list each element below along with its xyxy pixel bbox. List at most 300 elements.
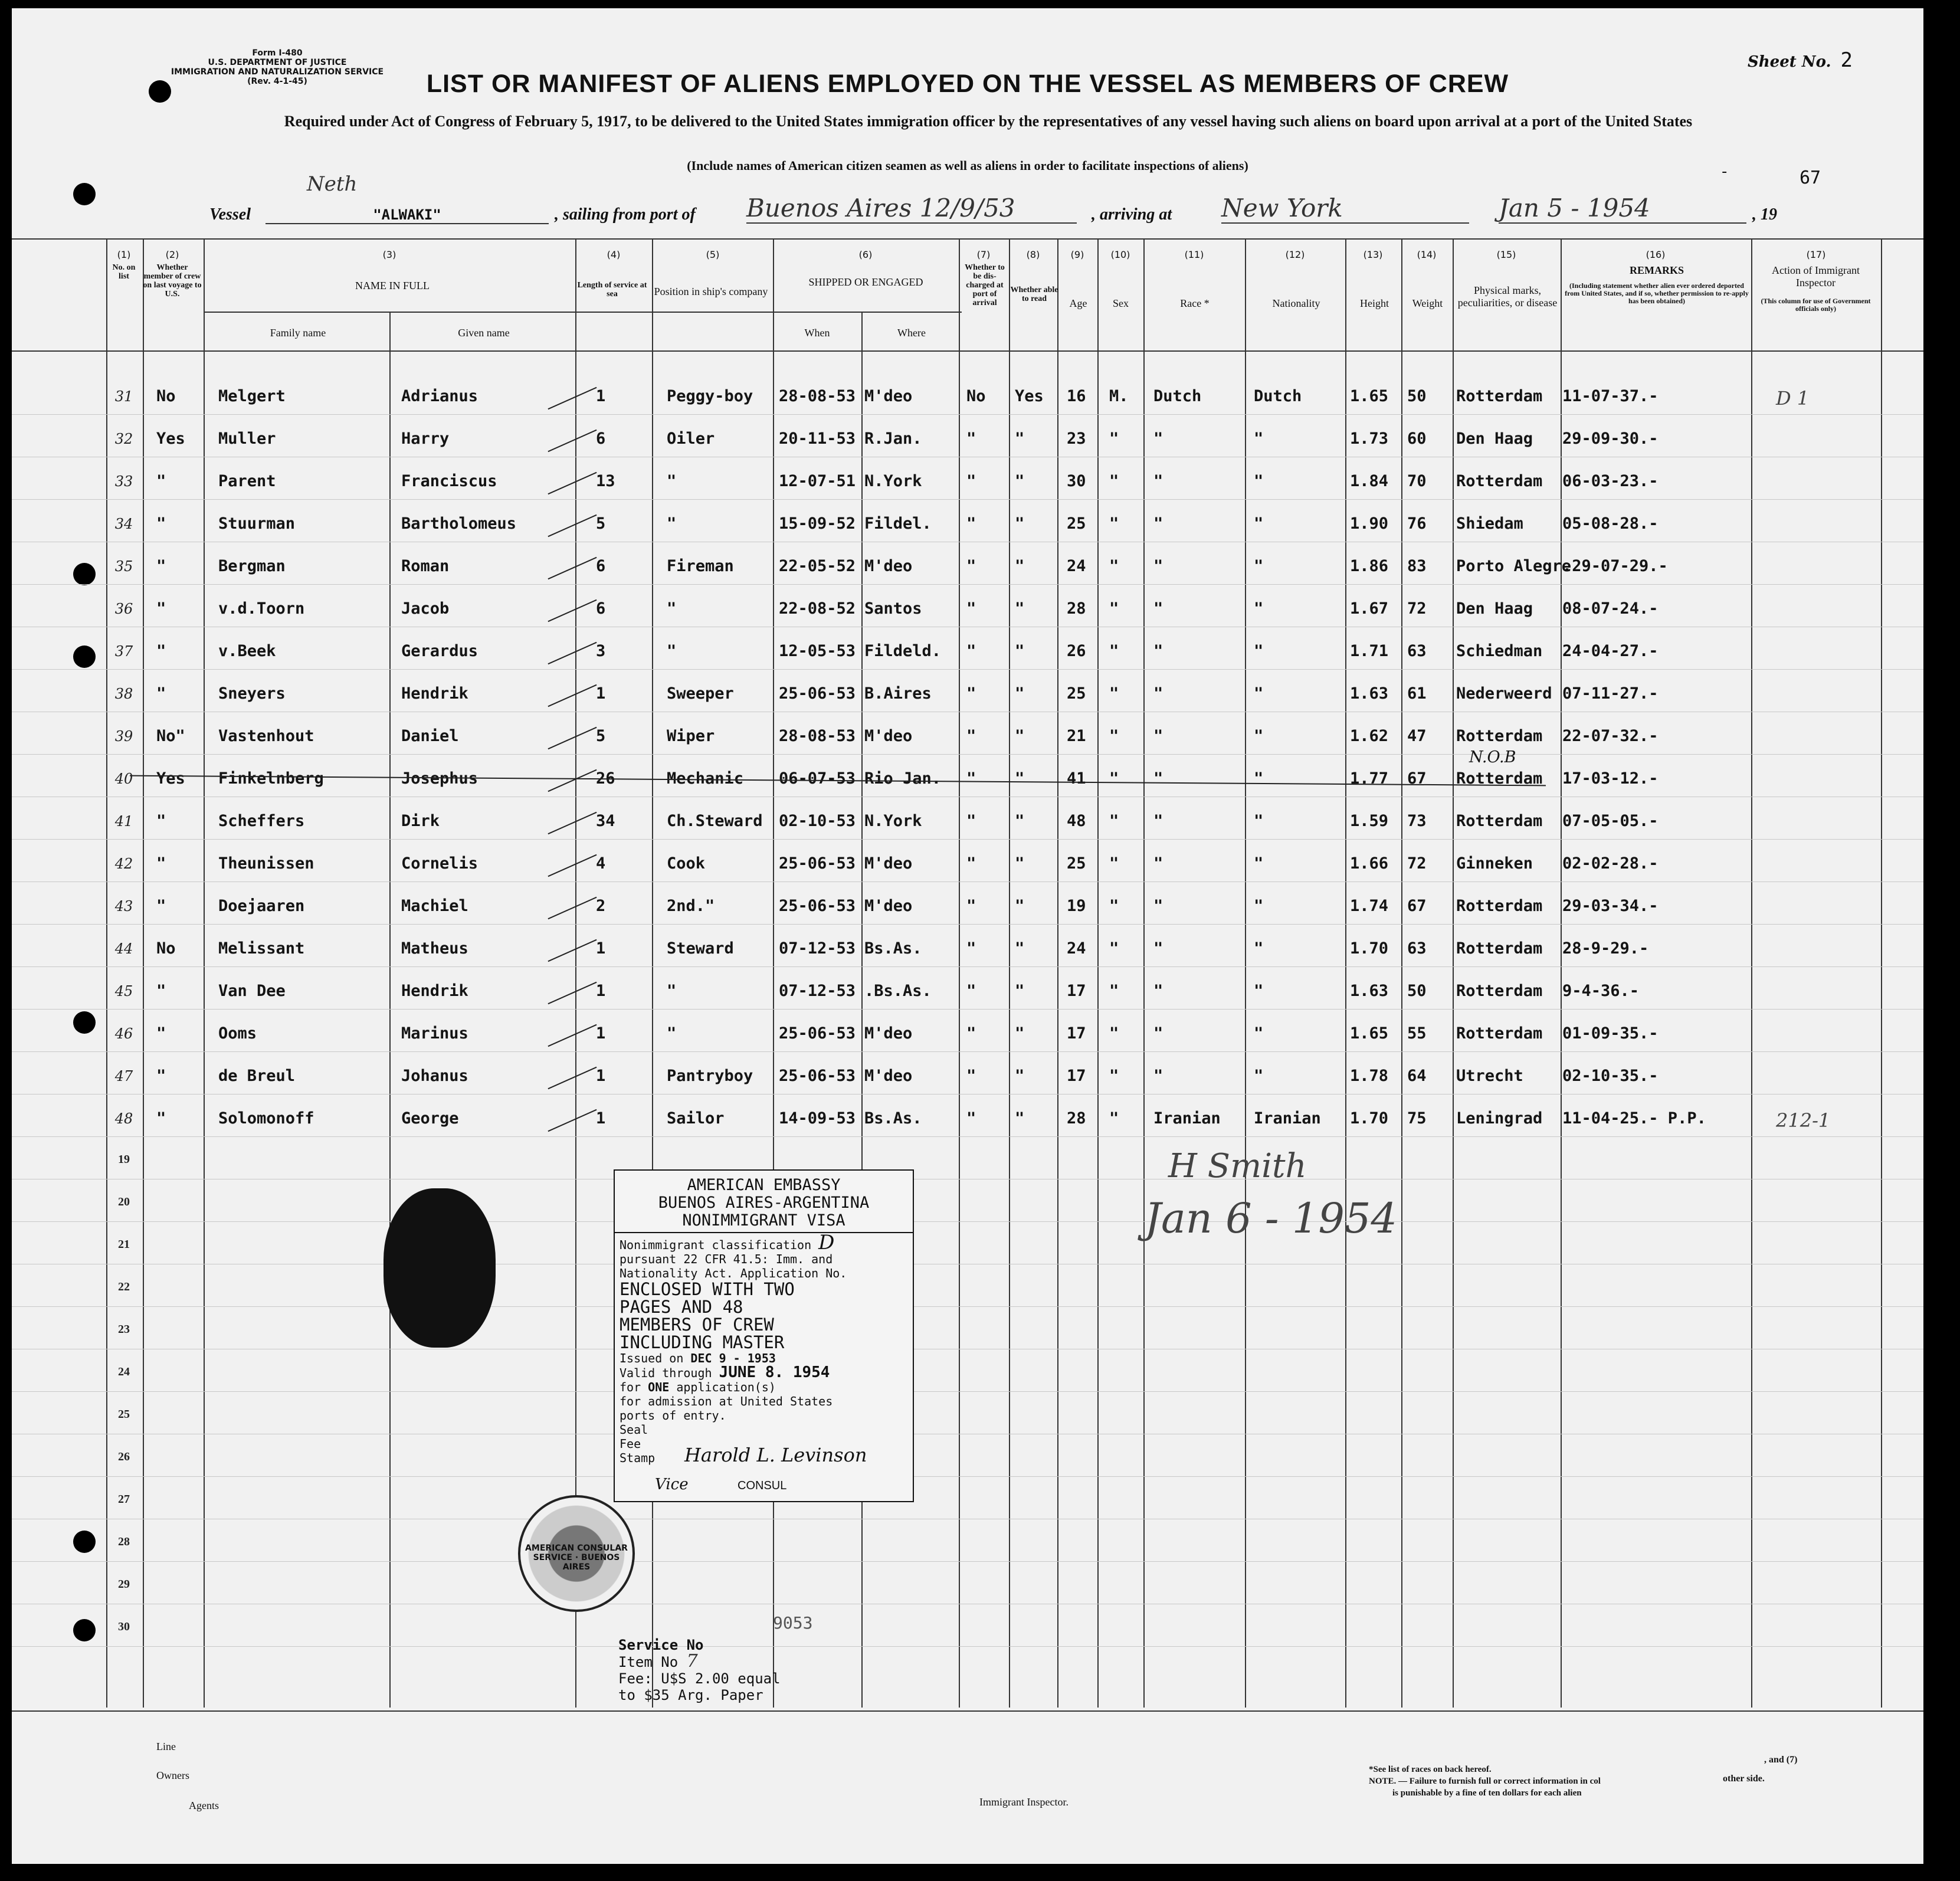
- stamp-stamp: Stamp: [620, 1451, 655, 1465]
- cell-given: Adrianus: [401, 387, 478, 405]
- cell-position: Steward: [667, 939, 734, 958]
- cell-physical: Nederweerd: [1456, 684, 1552, 703]
- cell-read: ": [1015, 1024, 1025, 1043]
- cell-age: 48: [1067, 812, 1086, 830]
- column-number: (5): [706, 249, 720, 260]
- cell-sex: ": [1109, 1067, 1119, 1085]
- cell-position: Pantryboy: [667, 1067, 753, 1085]
- check-mark: [548, 472, 596, 494]
- cell-family: Parent: [218, 472, 276, 490]
- cell-member: ": [156, 1109, 166, 1128]
- cell-nationality: ": [1254, 599, 1264, 618]
- row-rule: [12, 1391, 1923, 1392]
- cell-family: Scheffers: [218, 812, 305, 830]
- header-bottom-rule: [12, 350, 1923, 352]
- form-rev: (Rev. 4-1-45): [247, 77, 307, 86]
- cell-physical: Porto Alegre: [1456, 557, 1572, 575]
- cell-height: 1.65: [1350, 1024, 1389, 1043]
- row-rule: [12, 1646, 1923, 1647]
- cell-nationality: Dutch: [1254, 387, 1302, 405]
- empty-row-number: 25: [118, 1408, 130, 1421]
- cell-family: Stuurman: [218, 515, 296, 533]
- cell-sex: ": [1109, 854, 1119, 873]
- cell-when: 12-05-53: [779, 642, 856, 660]
- cell-remarks: 24-04-27.-: [1562, 642, 1659, 660]
- cell-given: George: [401, 1109, 459, 1128]
- cell-discharged: ": [966, 684, 976, 703]
- row-number: 46: [114, 1025, 133, 1042]
- cell-height: 1.67: [1350, 599, 1389, 618]
- cell-race: ": [1153, 599, 1163, 618]
- cell-race: ": [1153, 684, 1163, 703]
- cell-when: 02-10-53: [779, 812, 856, 830]
- cell-read: ": [1015, 769, 1025, 788]
- stamp-ports: ports of entry.: [620, 1408, 726, 1423]
- cell-read: Yes: [1015, 387, 1044, 405]
- cell-physical: Rotterdam: [1456, 387, 1543, 405]
- column-number: (4): [607, 249, 621, 260]
- cell-remarks: .29-07-29.-: [1562, 557, 1668, 575]
- cell-age: 19: [1067, 897, 1086, 915]
- hdr-action: Action of Immigrant Inspector: [1772, 264, 1860, 289]
- column-number: (9): [1070, 249, 1084, 260]
- cell-read: ": [1015, 557, 1025, 575]
- hdr-physical: Physical marks, peculiarities, or disease: [1457, 284, 1558, 309]
- column-number: (17): [1806, 249, 1826, 260]
- ink-blot: [384, 1188, 496, 1348]
- cell-sex: ": [1109, 982, 1119, 1000]
- cell-when: 07-12-53: [779, 982, 856, 1000]
- service-block: [618, 1637, 781, 1703]
- hdr-when: When: [804, 327, 830, 339]
- hdr-position: Position in ship's company: [654, 286, 768, 297]
- row-rule: [12, 1009, 1923, 1010]
- row-rule: [12, 881, 1923, 882]
- cell-given: Bartholomeus: [401, 515, 517, 533]
- cell-age: 28: [1067, 599, 1086, 618]
- cell-member: No: [156, 387, 176, 405]
- empty-row-number: 22: [118, 1280, 130, 1293]
- cell-age: 24: [1067, 557, 1086, 575]
- cell-weight: 83: [1407, 557, 1427, 575]
- cell-height: 1.71: [1350, 642, 1389, 660]
- cell-where: Bs.As.: [864, 939, 922, 958]
- column-number: (14): [1417, 249, 1437, 260]
- cell-position: Sailor: [667, 1109, 725, 1128]
- cell-weight: 63: [1407, 642, 1427, 660]
- column-rule: [389, 312, 391, 1708]
- row-number: 44: [114, 940, 133, 957]
- cell-read: ": [1015, 854, 1025, 873]
- manifest-page: [12, 8, 1923, 1864]
- cell-discharged: ": [966, 599, 976, 618]
- check-mark: [548, 642, 596, 664]
- cell-race: ": [1153, 515, 1163, 533]
- cell-when: 12-07-51: [779, 472, 856, 490]
- vessel-line: [189, 172, 1782, 228]
- row-rule: [12, 1476, 1923, 1477]
- cell-read: ": [1015, 642, 1025, 660]
- cell-given: Marinus: [401, 1024, 468, 1043]
- cell-length: 1: [596, 684, 606, 703]
- cell-height: 1.66: [1350, 854, 1389, 873]
- column-rule: [1143, 238, 1145, 1708]
- cell-physical: Rotterdam: [1456, 812, 1543, 830]
- column-rule: [106, 238, 107, 1708]
- column-rule: [204, 238, 205, 1708]
- cell-where: B.Aires: [864, 684, 932, 703]
- cell-given: Jacob: [401, 599, 450, 618]
- vessel-name: "ALWAKI": [266, 207, 549, 224]
- cell-sex: ": [1109, 642, 1119, 660]
- cell-when: 20-11-53: [779, 430, 856, 448]
- cell-nationality: ": [1254, 515, 1264, 533]
- column-number: (8): [1026, 249, 1040, 260]
- cell-race: ": [1153, 769, 1163, 788]
- cell-where: .Bs.As.: [864, 982, 932, 1000]
- page-title: LIST OR MANIFEST OF ALIENS EMPLOYED ON THE VESSEL AS MEMBERS OF CREW: [426, 70, 1509, 98]
- cell-discharged: ": [966, 1024, 976, 1043]
- arriving-at: New York: [1221, 194, 1469, 224]
- cell-given: Franciscus: [401, 472, 497, 490]
- stamp-visa-type: NONIMMIGRANT VISA: [682, 1211, 845, 1230]
- column-rule: [575, 238, 576, 1708]
- cell-nationality: ": [1254, 472, 1264, 490]
- check-mark: [548, 897, 596, 919]
- cell-given: Daniel: [401, 727, 459, 745]
- cell-nationality: ": [1254, 642, 1264, 660]
- cell-height: 1.77: [1350, 769, 1389, 788]
- row-rule: [12, 1306, 1923, 1307]
- row-rule: [12, 1136, 1923, 1137]
- cell-position: Wiper: [667, 727, 715, 745]
- column-number: (12): [1285, 249, 1305, 260]
- cell-discharged: ": [966, 769, 976, 788]
- cell-position: ": [667, 642, 677, 660]
- cell-member: Yes: [156, 769, 185, 788]
- cell-where: R.Jan.: [864, 430, 922, 448]
- form-service: IMMIGRATION AND NATURALIZATION SERVICE: [171, 67, 384, 77]
- hdr-given-name: Given name: [458, 327, 510, 339]
- cell-length: 6: [596, 599, 606, 618]
- cell-family: Finkelnberg: [218, 769, 324, 788]
- row-number: 31: [114, 388, 133, 405]
- row-number: 42: [114, 856, 133, 872]
- cell-when: 22-05-52: [779, 557, 856, 575]
- cell-weight: 60: [1407, 430, 1427, 448]
- cell-when: 14-09-53: [779, 1109, 856, 1128]
- cell-sex: ": [1109, 727, 1119, 745]
- empty-row-number: 24: [118, 1365, 130, 1378]
- check-mark: [548, 982, 596, 1004]
- cell-sex: ": [1109, 684, 1119, 703]
- column-number: (13): [1363, 249, 1383, 260]
- stamp-seal: Seal: [620, 1423, 648, 1437]
- stamp-for-value: ONE: [648, 1380, 670, 1394]
- cell-where: Fildel.: [864, 515, 932, 533]
- row-number: 37: [114, 643, 133, 660]
- cell-sex: ": [1109, 769, 1119, 788]
- cell-height: 1.62: [1350, 727, 1389, 745]
- cell-length: 3: [596, 642, 606, 660]
- cell-physical: Rotterdam: [1456, 1024, 1543, 1043]
- cell-position: ": [667, 982, 677, 1000]
- cell-race: ": [1153, 557, 1163, 575]
- footer-note-side: other side.: [1723, 1774, 1765, 1784]
- cell-weight: 55: [1407, 1024, 1427, 1043]
- cell-read: ": [1015, 1067, 1025, 1085]
- cell-weight: 72: [1407, 599, 1427, 618]
- cell-height: 1.70: [1350, 1109, 1389, 1128]
- cell-nationality: ": [1254, 939, 1264, 958]
- hdr-age: Age: [1069, 297, 1087, 309]
- cell-read: ": [1015, 430, 1025, 448]
- cell-remarks: 11-04-25.- P.P.: [1562, 1109, 1706, 1128]
- cell-physical: Rotterdam: [1456, 897, 1543, 915]
- cell-height: 1.78: [1350, 1067, 1389, 1085]
- column-rule: [1057, 238, 1058, 1708]
- cell-where: N.York: [864, 472, 922, 490]
- cell-read: ": [1015, 472, 1025, 490]
- cell-member: ": [156, 982, 166, 1000]
- cell-age: 30: [1067, 472, 1086, 490]
- cell-physical: Rotterdam: [1456, 982, 1543, 1000]
- cell-age: 17: [1067, 1024, 1086, 1043]
- cell-where: Santos: [864, 599, 922, 618]
- cell-discharged: ": [966, 727, 976, 745]
- cell-remarks: 07-11-27.-: [1562, 684, 1659, 703]
- cell-sex: ": [1109, 557, 1119, 575]
- check-mark: [548, 1067, 596, 1089]
- cell-where: M'deo: [864, 557, 913, 575]
- cell-given: Harry: [401, 430, 450, 448]
- stamp-city: BUENOS AIRES-ARGENTINA: [658, 1194, 870, 1212]
- hdr-where: Where: [897, 327, 926, 339]
- cell-age: 21: [1067, 727, 1086, 745]
- cell-when: 07-12-53: [779, 939, 856, 958]
- cell-weight: 70: [1407, 472, 1427, 490]
- column-rule: [143, 238, 144, 1708]
- cell-discharged: ": [966, 812, 976, 830]
- row-number: 34: [114, 516, 133, 532]
- cell-given: Hendrik: [401, 684, 468, 703]
- check-mark: [548, 939, 596, 962]
- hdr-length-service: Length of service at sea: [577, 281, 647, 299]
- hdr-height: Height: [1360, 297, 1389, 309]
- column-rule: [1097, 238, 1099, 1708]
- cell-discharged: ": [966, 1067, 976, 1085]
- cell-read: ": [1015, 684, 1025, 703]
- row-number: 45: [114, 983, 133, 1000]
- cell-age: 24: [1067, 939, 1086, 958]
- cell-discharged: ": [966, 430, 976, 448]
- cell-race: ": [1153, 897, 1163, 915]
- cell-age: 41: [1067, 769, 1086, 788]
- cell-length: 34: [596, 812, 615, 830]
- cell-length: 1: [596, 1109, 606, 1128]
- cell-age: 25: [1067, 515, 1086, 533]
- check-mark: [548, 430, 596, 452]
- cell-height: 1.73: [1350, 430, 1389, 448]
- cell-member: ": [156, 472, 166, 490]
- cell-when: 28-08-53: [779, 387, 856, 405]
- cell-weight: 75: [1407, 1109, 1427, 1128]
- cell-age: 17: [1067, 982, 1086, 1000]
- hdr-no-on-list: No. on list: [112, 263, 136, 281]
- item-no-value: 7: [686, 1651, 698, 1672]
- check-mark: [548, 812, 596, 834]
- column-rule: [1401, 238, 1402, 1708]
- cell-race: ": [1153, 812, 1163, 830]
- cell-weight: 50: [1407, 982, 1427, 1000]
- cell-family: Doejaaren: [218, 897, 305, 915]
- hdr-able-read: Whether able to read: [1010, 286, 1058, 303]
- empty-row-number: 27: [118, 1493, 130, 1506]
- service-no: Service No: [618, 1637, 704, 1653]
- cell-remarks: 06-03-23.-: [1562, 472, 1659, 490]
- cell-age: 26: [1067, 642, 1086, 660]
- cell-member: ": [156, 854, 166, 873]
- cell-where: M'deo: [864, 1024, 913, 1043]
- cell-physical: Den Haag: [1456, 599, 1533, 618]
- column-rule: [1245, 238, 1246, 1708]
- empty-row-number: 19: [118, 1153, 130, 1166]
- row-rule: [12, 669, 1923, 670]
- crew-table: [12, 238, 1923, 1708]
- footer-note: [1369, 1764, 1723, 1799]
- cell-position: Peggy-boy: [667, 387, 753, 405]
- cell-nationality: ": [1254, 1024, 1264, 1043]
- empty-row-number: 26: [118, 1450, 130, 1463]
- check-mark: [548, 854, 596, 877]
- punch-hole: [73, 183, 96, 205]
- cell-when: 15-09-52: [779, 515, 856, 533]
- cell-nationality: ": [1254, 982, 1264, 1000]
- cell-member: ": [156, 642, 166, 660]
- cell-given: Hendrik: [401, 982, 468, 1000]
- cell-remarks: 02-02-28.-: [1562, 854, 1659, 873]
- footer-owners: Owners: [156, 1769, 189, 1781]
- cell-physical: Rotterdam: [1456, 939, 1543, 958]
- cell-when: 28-08-53: [779, 727, 856, 745]
- cell-position: Mechanic: [667, 769, 744, 788]
- cell-member: ": [156, 1024, 166, 1043]
- footer-note-and7: , and (7): [1764, 1755, 1798, 1765]
- cell-discharged: ": [966, 982, 976, 1000]
- column-number: (7): [976, 249, 991, 260]
- cell-height: 1.86: [1350, 557, 1389, 575]
- cell-nationality: ": [1254, 1067, 1264, 1085]
- form-dept: U.S. DEPARTMENT OF JUSTICE: [208, 58, 347, 67]
- cell-height: 1.90: [1350, 515, 1389, 533]
- cell-member: ": [156, 1067, 166, 1085]
- cell-remarks: 05-08-28.-: [1562, 515, 1659, 533]
- cell-read: ": [1015, 939, 1025, 958]
- cell-member: ": [156, 812, 166, 830]
- cell-sex: ": [1109, 515, 1119, 533]
- cell-length: 6: [596, 430, 606, 448]
- column-rule: [1751, 238, 1752, 1708]
- cell-discharged: ": [966, 897, 976, 915]
- cell-weight: 61: [1407, 684, 1427, 703]
- cell-sex: ": [1109, 812, 1119, 830]
- empty-row-number: 29: [118, 1578, 130, 1591]
- cell-weight: 73: [1407, 812, 1427, 830]
- cell-sex: ": [1109, 599, 1119, 618]
- cell-position: Ch.Steward: [667, 812, 763, 830]
- cell-discharged: ": [966, 642, 976, 660]
- cell-given: Roman: [401, 557, 450, 575]
- hdr-remarks-note: (Including statement whether alien ever ordered deported from United States, and if so, whether permission to re-apply has been obtained): [1565, 281, 1749, 305]
- cell-where: M'deo: [864, 897, 913, 915]
- cell-length: 5: [596, 727, 606, 745]
- cell-race: ": [1153, 1067, 1163, 1085]
- cell-discharged: No: [966, 387, 986, 405]
- consul-title: CONSUL: [738, 1479, 787, 1492]
- stamp-divider: [615, 1232, 913, 1233]
- consul-signature: Harold L. Levinson: [684, 1444, 867, 1466]
- sheet-label: Sheet No.: [1747, 53, 1831, 71]
- cell-sex: ": [1109, 472, 1119, 490]
- cell-member: Yes: [156, 430, 185, 448]
- cell-given: Dirk: [401, 812, 440, 830]
- cell-length: 13: [596, 472, 615, 490]
- cell-weight: 67: [1407, 897, 1427, 915]
- cell-family: Theunissen: [218, 854, 314, 873]
- cell-family: Muller: [218, 430, 276, 448]
- cell-length: 5: [596, 515, 606, 533]
- cell-when: 25-06-53: [779, 684, 856, 703]
- stamp-fee: Fee: [620, 1437, 641, 1451]
- cell-family: Vastenhout: [218, 727, 314, 745]
- check-mark: [548, 557, 596, 579]
- cell-race: ": [1153, 1024, 1163, 1043]
- cell-where: M'deo: [864, 387, 913, 405]
- cell-read: ": [1015, 1109, 1025, 1128]
- cell-family: Bergman: [218, 557, 286, 575]
- row-rule: [12, 839, 1923, 840]
- cell-given: Cornelis: [401, 854, 478, 873]
- cell-race: ": [1153, 854, 1163, 873]
- cell-remarks: 29-09-30.-: [1562, 430, 1659, 448]
- row-number: 40: [114, 771, 133, 787]
- header-divider: [204, 312, 962, 313]
- cell-read: ": [1015, 727, 1025, 745]
- row-number: 32: [114, 431, 133, 447]
- cell-height: 1.65: [1350, 387, 1389, 405]
- cell-when: 22-08-52: [779, 599, 856, 618]
- row-number: 33: [114, 473, 133, 490]
- vessel-flag: Neth: [307, 172, 358, 196]
- hdr-sex: Sex: [1113, 297, 1129, 309]
- cell-race: ": [1153, 727, 1163, 745]
- cell-weight: 76: [1407, 515, 1427, 533]
- stamp-application-label: application(s): [676, 1380, 776, 1394]
- cell-family: Van Dee: [218, 982, 286, 1000]
- stamp-number: 9053: [773, 1613, 813, 1633]
- cell-weight: 72: [1407, 854, 1427, 873]
- cell-read: ": [1015, 515, 1025, 533]
- cell-where: Bs.As.: [864, 1109, 922, 1128]
- empty-row-number: 20: [118, 1195, 130, 1208]
- column-number: (16): [1646, 249, 1666, 260]
- cell-nationality: ": [1254, 727, 1264, 745]
- stamp-class-value: D: [818, 1231, 835, 1254]
- cell-given: Johanus: [401, 1067, 468, 1085]
- footer-line: Line: [156, 1741, 176, 1752]
- cell-position: ": [667, 599, 677, 618]
- cell-race: ": [1153, 642, 1163, 660]
